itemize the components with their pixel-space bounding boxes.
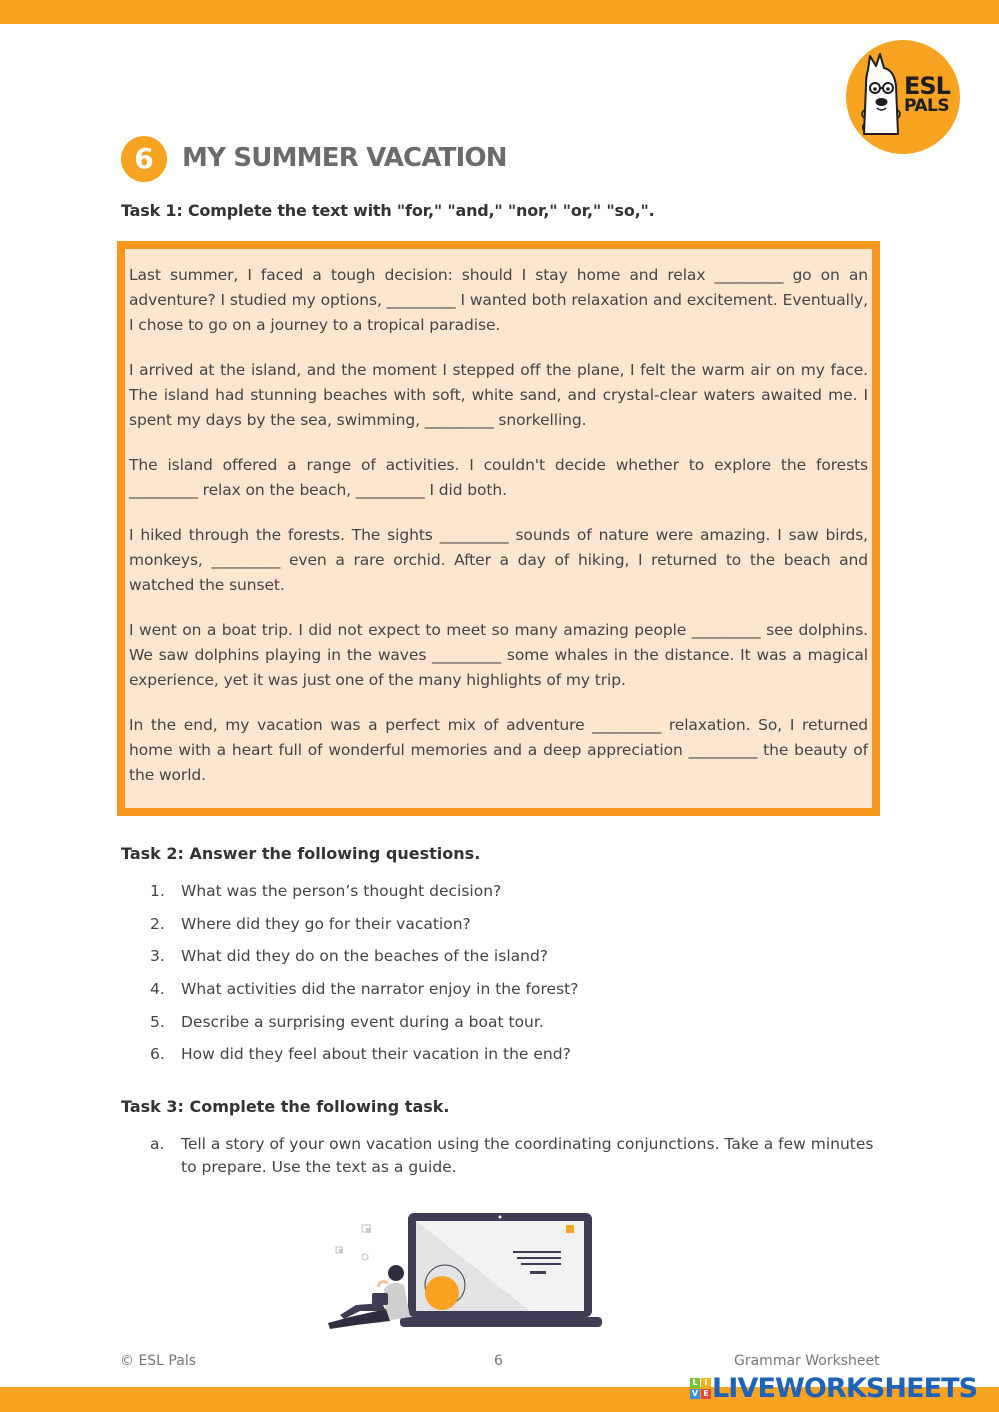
logo-pals-text: PALS (904, 96, 950, 116)
top-accent-bar (0, 0, 999, 24)
questions-list (150, 880, 578, 1076)
story-paragraph: I hiked through the forests. The sights _________ sounds of nature were amazing. I saw birds, monkeys, _________ even a rare orchid. After a day of hiking, I returned to the beach and watched the sunset. (129, 526, 868, 594)
story-paragraph: The island offered a range of activities. I couldn't decide whether to explore the forests _________ relax on the beach, _________ I did both. (129, 456, 868, 499)
question-item (150, 1011, 578, 1044)
story-text-box (117, 241, 880, 816)
question-item (150, 1043, 578, 1076)
logo-block-letter: E (701, 1389, 711, 1399)
logo-block-letter: I (701, 1378, 711, 1388)
question-text: What did they do on the beaches of the island? (181, 947, 549, 966)
question-item (150, 945, 578, 978)
task3-item (150, 1133, 880, 1179)
footer-page-number: 6 (494, 1353, 503, 1369)
question-number: 3. (150, 947, 165, 966)
question-number: 6. (150, 1045, 165, 1064)
task3-item-text: Tell a story of your own vacation using the coordinating conjunctions. Take a few minutes to prepare. Use the text as a guide. (181, 1135, 874, 1176)
question-text: How did they feel about their vacation in the end? (181, 1045, 571, 1064)
question-number: 1. (150, 882, 165, 900)
question-number: 2. (150, 914, 165, 933)
task3-item-letter: a. (150, 1135, 165, 1153)
liveworksheets-logo[interactable] (690, 1373, 977, 1403)
question-item (150, 880, 578, 913)
esl-pals-logo (846, 40, 960, 154)
question-text: What activities did the narrator enjoy in the forest? (181, 980, 579, 999)
task2-heading: Task 2: Answer the following questions. (121, 844, 481, 863)
logo-esl-text: ESL (904, 72, 950, 100)
laptop-person-illustration (320, 1205, 610, 1335)
story-paragraph: I arrived at the island, and the moment I stepped off the plane, I felt the warm air on my face. The island had stunning beaches with soft, white sand, and crystal-clear waters awaited me. I spent my days by the sea, swimming, _________ snorkelling. (129, 361, 868, 429)
liveworksheets-blocks-icon (690, 1378, 711, 1399)
story-paragraph: Last summer, I faced a tough decision: should I stay home and relax _________ go on an adventure? I studied my options, _________ I wanted both relaxation and excitement. Eventually, I chose to go on a journey to a tropical paradise. (129, 266, 868, 334)
story-paragraph: I went on a boat trip. I did not expect to meet so many amazing people _________ see dolphins. We saw dolphins playing in the waves _________ some whales in the distance. It was a magical experience, yet it was just one of the many highlights of my trip. (129, 621, 868, 689)
footer-label: Grammar Worksheet (734, 1353, 880, 1369)
task1-heading: Task 1: Complete the text with "for," "and," "nor," "or," "so,". (121, 201, 655, 220)
floating-square-icon (366, 1228, 371, 1233)
story-paragraph: In the end, my vacation was a perfect mix of adventure _________ relaxation. So, I returned home with a heart full of wonderful memories and a deep appreciation _________ the beauty of the world. (129, 716, 868, 784)
footer-copyright: © ESL Pals (120, 1353, 197, 1369)
task3-heading: Task 3: Complete the following task. (121, 1097, 450, 1116)
logo-block-letter: V (691, 1388, 699, 1398)
question-text: Describe a surprising event during a boat tour. (181, 1012, 544, 1031)
question-item (150, 913, 578, 946)
question-text: What was the person’s thought decision? (181, 882, 502, 900)
section-number-badge: 6 (121, 136, 167, 182)
page-title: MY SUMMER VACATION (182, 143, 507, 173)
liveworksheets-text: LIVEWORKSHEETS (712, 1372, 978, 1404)
question-item (150, 978, 578, 1011)
laptop-base (400, 1317, 602, 1327)
question-text: Where did they go for their vacation? (181, 914, 471, 933)
person-head (388, 1265, 404, 1281)
question-number: 4. (150, 980, 165, 999)
question-number: 5. (150, 1012, 165, 1031)
floating-circle-icon (362, 1254, 368, 1260)
logo-block-letter: L (690, 1378, 700, 1388)
floating-square-icon (339, 1249, 343, 1253)
